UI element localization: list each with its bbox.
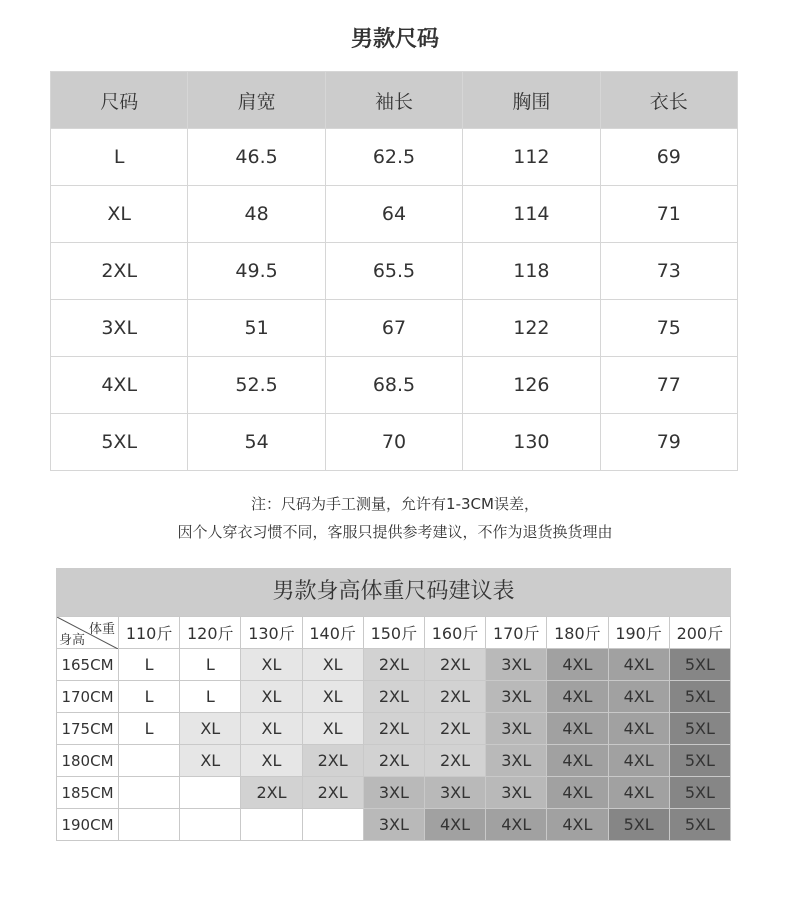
recommended-size-cell: XL bbox=[302, 713, 363, 745]
recommended-size-cell: XL bbox=[180, 745, 241, 777]
recommended-size-cell bbox=[241, 809, 302, 841]
recommended-size-cell: XL bbox=[302, 681, 363, 713]
weight-header-cell: 120斤 bbox=[180, 617, 241, 649]
recommended-size-cell bbox=[302, 809, 363, 841]
recommended-size-cell: 3XL bbox=[424, 777, 485, 809]
measurement-cell: 112 bbox=[463, 129, 600, 186]
recommended-size-cell: 4XL bbox=[608, 681, 669, 713]
recommended-size-cell: 4XL bbox=[486, 809, 547, 841]
recommended-size-cell: 2XL bbox=[363, 649, 424, 681]
header-chest: 胸围 bbox=[463, 72, 600, 129]
measurement-cell: 126 bbox=[463, 357, 600, 414]
weight-header-cell: 110斤 bbox=[119, 617, 180, 649]
recommended-size-cell: 4XL bbox=[547, 777, 608, 809]
recommended-size-cell: 4XL bbox=[424, 809, 485, 841]
recommended-size-cell: XL bbox=[302, 649, 363, 681]
recommended-size-cell: 2XL bbox=[424, 713, 485, 745]
measurement-cell: 75 bbox=[600, 300, 737, 357]
recommended-size-cell: 2XL bbox=[363, 713, 424, 745]
size-label-cell: 2XL bbox=[51, 243, 188, 300]
weight-header-cell: 150斤 bbox=[363, 617, 424, 649]
recommended-size-cell: 5XL bbox=[608, 809, 669, 841]
recommended-size-cell bbox=[119, 809, 180, 841]
recommended-size-cell: 2XL bbox=[302, 777, 363, 809]
weight-header-cell: 190斤 bbox=[608, 617, 669, 649]
height-row bbox=[57, 745, 731, 777]
measurement-cell: 49.5 bbox=[188, 243, 325, 300]
height-label-cell: 185CM bbox=[57, 777, 119, 809]
recommended-size-cell: 5XL bbox=[669, 809, 730, 841]
recommended-size-cell: L bbox=[119, 713, 180, 745]
measurement-cell: 48 bbox=[188, 186, 325, 243]
height-row bbox=[57, 809, 731, 841]
weight-header-cell: 130斤 bbox=[241, 617, 302, 649]
corner-cell bbox=[57, 617, 119, 649]
recommended-size-cell: 4XL bbox=[547, 649, 608, 681]
height-row bbox=[57, 713, 731, 745]
weight-header-cell: 200斤 bbox=[669, 617, 730, 649]
recommended-size-cell: 2XL bbox=[363, 745, 424, 777]
measurement-cell: 46.5 bbox=[188, 129, 325, 186]
weight-header-row bbox=[57, 617, 731, 649]
recommended-size-cell: 2XL bbox=[241, 777, 302, 809]
recommended-size-cell: 3XL bbox=[486, 713, 547, 745]
measurement-cell: 79 bbox=[600, 414, 737, 471]
recommended-size-cell: XL bbox=[241, 745, 302, 777]
recommended-size-cell: 5XL bbox=[669, 777, 730, 809]
header-size: 尺码 bbox=[51, 72, 188, 129]
recommended-size-cell: 2XL bbox=[363, 681, 424, 713]
measurement-cell: 67 bbox=[325, 300, 462, 357]
recommended-size-cell: 4XL bbox=[547, 713, 608, 745]
measurement-cell: 114 bbox=[463, 186, 600, 243]
height-label-cell: 190CM bbox=[57, 809, 119, 841]
recommended-size-cell: 4XL bbox=[547, 809, 608, 841]
size-row bbox=[51, 243, 738, 300]
header-shoulder: 肩宽 bbox=[188, 72, 325, 129]
recommended-size-cell bbox=[180, 809, 241, 841]
recommended-size-cell: 3XL bbox=[486, 681, 547, 713]
measurement-cell: 54 bbox=[188, 414, 325, 471]
measurement-cell: 51 bbox=[188, 300, 325, 357]
measurement-cell: 62.5 bbox=[325, 129, 462, 186]
height-label-cell: 170CM bbox=[57, 681, 119, 713]
recommended-size-cell: 5XL bbox=[669, 649, 730, 681]
recommended-size-cell: 3XL bbox=[363, 809, 424, 841]
measurement-cell: 64 bbox=[325, 186, 462, 243]
recommended-size-cell: 2XL bbox=[424, 649, 485, 681]
size-label-cell: 5XL bbox=[51, 414, 188, 471]
recommended-size-cell: L bbox=[119, 649, 180, 681]
size-row bbox=[51, 300, 738, 357]
recommended-size-cell: XL bbox=[241, 713, 302, 745]
size-label-cell: 4XL bbox=[51, 357, 188, 414]
recommended-size-cell: 2XL bbox=[424, 681, 485, 713]
page-title: 男款尺码 bbox=[350, 27, 439, 52]
height-row bbox=[57, 777, 731, 809]
measurement-cell: 65.5 bbox=[325, 243, 462, 300]
recommended-size-cell: L bbox=[180, 649, 241, 681]
header-length: 衣长 bbox=[600, 72, 737, 129]
recommended-size-cell: 2XL bbox=[424, 745, 485, 777]
size-row bbox=[51, 129, 738, 186]
height-label-cell: 165CM bbox=[57, 649, 119, 681]
size-row bbox=[51, 414, 738, 471]
height-row bbox=[57, 649, 731, 681]
measurement-cell: 77 bbox=[600, 357, 737, 414]
size-row bbox=[51, 186, 738, 243]
recommended-size-cell: 4XL bbox=[608, 649, 669, 681]
recommendation-title: 男款身高体重尺码建议表 bbox=[56, 568, 731, 616]
recommended-size-cell: 4XL bbox=[547, 681, 608, 713]
measurement-cell: 68.5 bbox=[325, 357, 462, 414]
recommended-size-cell: 4XL bbox=[608, 713, 669, 745]
recommended-size-cell: XL bbox=[180, 713, 241, 745]
recommended-size-cell bbox=[119, 745, 180, 777]
recommended-size-cell: 5XL bbox=[669, 681, 730, 713]
recommended-size-cell: 3XL bbox=[486, 649, 547, 681]
height-label-cell: 175CM bbox=[57, 713, 119, 745]
size-chart-header-row bbox=[51, 72, 738, 129]
recommendation-table bbox=[56, 616, 731, 841]
recommended-size-cell: 4XL bbox=[608, 745, 669, 777]
recommended-size-cell: 5XL bbox=[669, 745, 730, 777]
size-label-cell: XL bbox=[51, 186, 188, 243]
recommended-size-cell bbox=[119, 777, 180, 809]
size-row bbox=[51, 357, 738, 414]
corner-weight-label: 体重 bbox=[88, 622, 115, 637]
weight-header-cell: 140斤 bbox=[302, 617, 363, 649]
measurement-cell: 118 bbox=[463, 243, 600, 300]
measurement-cell: 130 bbox=[463, 414, 600, 471]
corner-height-label: 身高 bbox=[59, 633, 86, 648]
recommended-size-cell: L bbox=[119, 681, 180, 713]
weight-header-cell: 170斤 bbox=[486, 617, 547, 649]
measurement-cell: 71 bbox=[600, 186, 737, 243]
measurement-cell: 122 bbox=[463, 300, 600, 357]
recommended-size-cell: 4XL bbox=[547, 745, 608, 777]
measurement-cell: 69 bbox=[600, 129, 737, 186]
recommended-size-cell: 3XL bbox=[486, 745, 547, 777]
recommended-size-cell: 4XL bbox=[608, 777, 669, 809]
measurement-cell: 52.5 bbox=[188, 357, 325, 414]
note-line-1: 注：尺码为手工测量，允许有1-3CM误差， bbox=[251, 495, 539, 513]
height-row bbox=[57, 681, 731, 713]
weight-header-cell: 160斤 bbox=[424, 617, 485, 649]
recommended-size-cell: 2XL bbox=[302, 745, 363, 777]
recommended-size-cell: 5XL bbox=[669, 713, 730, 745]
height-label-cell: 180CM bbox=[57, 745, 119, 777]
measurement-cell: 70 bbox=[325, 414, 462, 471]
recommended-size-cell: XL bbox=[241, 681, 302, 713]
recommended-size-cell: 3XL bbox=[363, 777, 424, 809]
header-sleeve: 袖长 bbox=[325, 72, 462, 129]
note-line-2: 因个人穿衣习惯不同，客服只提供参考建议，不作为退货换货理由 bbox=[177, 523, 613, 541]
weight-header-cell: 180斤 bbox=[547, 617, 608, 649]
size-label-cell: L bbox=[51, 129, 188, 186]
recommended-size-cell: XL bbox=[241, 649, 302, 681]
recommendation-body bbox=[57, 617, 731, 841]
recommended-size-cell bbox=[180, 777, 241, 809]
recommended-size-cell: L bbox=[180, 681, 241, 713]
size-label-cell: 3XL bbox=[51, 300, 188, 357]
size-chart-body bbox=[51, 129, 738, 471]
recommended-size-cell: 3XL bbox=[486, 777, 547, 809]
measurement-cell: 73 bbox=[600, 243, 737, 300]
size-chart-table bbox=[50, 71, 738, 471]
